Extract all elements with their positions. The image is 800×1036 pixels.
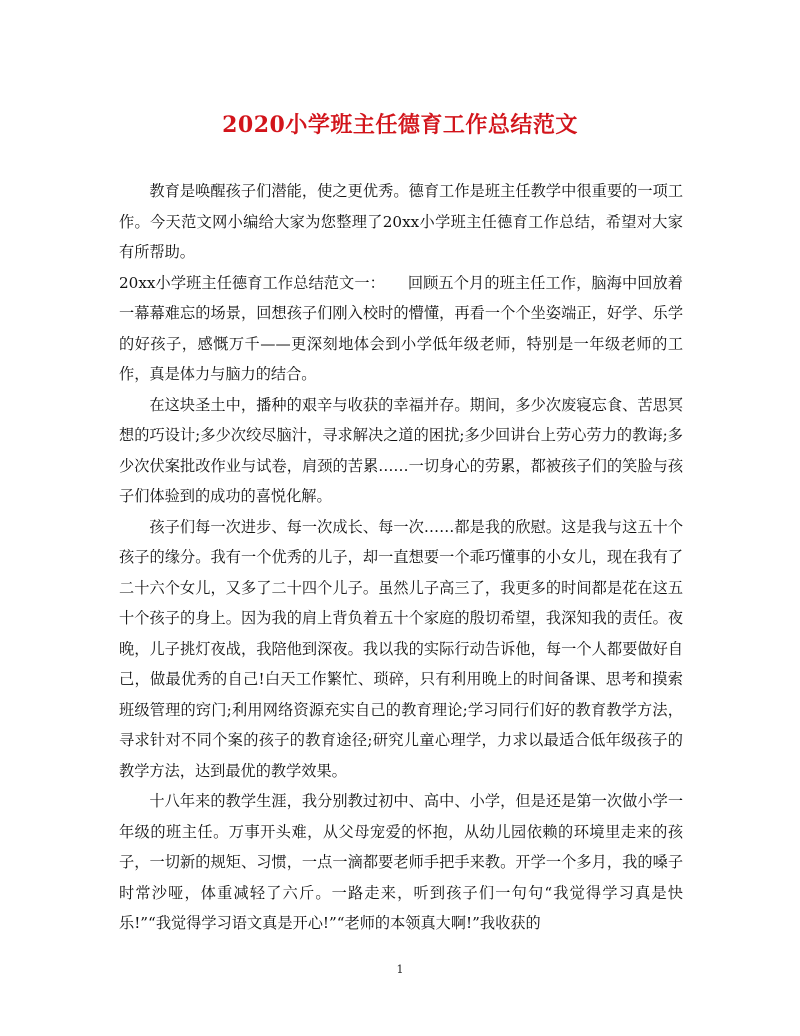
paragraph-intro: 教育是唤醒孩子们潜能，使之更优秀。德育工作是班主任教学中很重要的一项工作。今天范文网小编给大家为您整理了20xx小学班主任德育工作总结，希望对大家有所帮助。 (119, 182, 683, 261)
document-title: 2020小学班主任德育工作总结范文 (222, 112, 578, 138)
page-number: 1 (396, 963, 404, 976)
paragraph-teaching-career: 十八年来的教学生涯，我分别教过初中、高中、小学，但是还是第一次做小学一年级的班主任。万事开头难，从父母宠爱的怀抱，从幼儿园依赖的环境里走来的孩子，一切新的规矩、习惯，一点一滴都要老师手把手来教。开学一个多月，我的嗓子时常沙哑，体重减轻了六斤。一路走来，听到孩子们一句句“我觉得学习真是快乐!”“我觉得学习语文真是开心!”“老师的本领真大啊!”我收获的 (119, 792, 683, 932)
paragraph-children-progress: 孩子们每一次进步、每一次成长、每一次……都是我的欣慰。这是我与这五十个孩子的缘分。我有一个优秀的儿子，却一直想要一个乖巧懂事的小女儿，现在我有了二十六个女儿，又多了二十四个儿子。虽然儿子高三了，我更多的时间都是花在这五十个孩子的身上。因为我的肩上背负着五十个家庭的殷切希望，我深知我的责任。夜晚，儿子挑灯夜战，我陪他到深夜。我以我的实际行动告诉他，每一个人都要做好自己，做最优秀的自己!白天工作繁忙、琐碎，只有利用晚上的时间备课、思考和摸索班级管理的窍门;利用网络资源充实自己的教育理论;学习同行们好的教育教学方法，寻求针对不同个案的孩子的教育途径;研究儿童心理学，力求以最适合低年级孩子的教学方法，达到最优的教学效果。 (119, 517, 683, 780)
paragraph-section-one: 20xx小学班主任德育工作总结范文一： 回顾五个月的班主任工作，脑海中回放着一幕幕难忘的场景，回想孩子们刚入校时的懵懂，再看一个个坐姿端正，好学、乐学的好孩子，感慨万千——更深刻地体会到小学低年级老师，特别是一年级老师的工作，真是体力与脑力的结合。 (119, 273, 683, 383)
paragraph-harvest: 在这块圣土中，播种的艰辛与收获的幸福并存。期间，多少次废寝忘食、苦思冥想的巧设计;多少次绞尽脑汁，寻求解决之道的困扰;多少回讲台上劳心劳力的教诲;多少次伏案批改作业与试卷，肩颈的苦累……一切身心的劳累，都被孩子们的笑脸与孩子们体验到的成功的喜悦化解。 (119, 395, 683, 505)
document-body (119, 176, 683, 939)
